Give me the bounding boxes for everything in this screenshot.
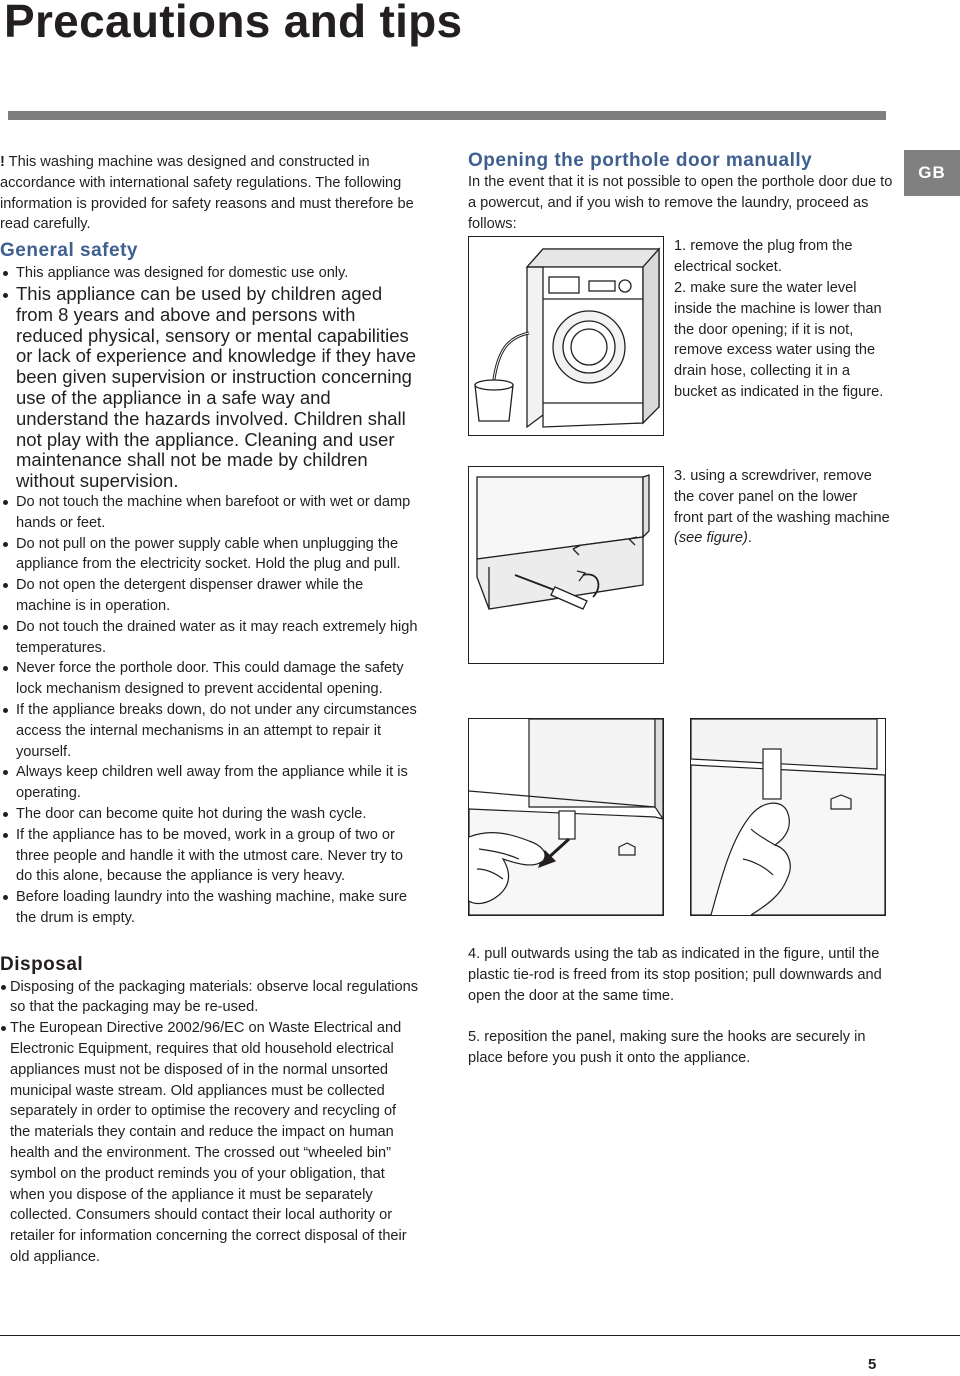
list-item: Disposing of the packaging materials: observe local regulations so that the packaging may be re-used. bbox=[0, 977, 420, 1019]
list-item: Never force the porthole door. This could damage the safety lock mechanism designed to prevent accidental opening. bbox=[0, 658, 420, 700]
page-number: 5 bbox=[868, 1356, 877, 1373]
warning-mark: ! bbox=[0, 154, 5, 170]
language-tab: GB bbox=[904, 150, 960, 196]
figure-drain-hose bbox=[468, 236, 664, 436]
intro-text: This washing machine was designed and constructed in accordance with international safety regulations. The following information is provided for safety reasons and must therefore be read carefully. bbox=[0, 154, 414, 233]
step-2: 2. make sure the water level inside the machine is lower than the door opening; if it is not, remove excess water using the drain hose, collecting it in a bucket as indicated in the figure. bbox=[674, 280, 884, 400]
intro-paragraph bbox=[0, 152, 420, 235]
list-item: Do not touch the drained water as it may reach extremely high temperatures. bbox=[0, 617, 420, 659]
disposal-heading: Disposal bbox=[0, 953, 84, 975]
step-3-text: 3. using a screwdriver, remove the cover panel on the lower front part of the washing machine bbox=[674, 468, 890, 526]
header-rule bbox=[8, 111, 886, 120]
hand-pull-tab-detail-illustration bbox=[691, 719, 885, 915]
disposal-list bbox=[0, 977, 420, 1268]
list-item: If the appliance breaks down, do not under any circumstances access the internal mechanisms in an attempt to repair it yourself. bbox=[0, 700, 420, 762]
page-title: Precautions and tips bbox=[4, 0, 463, 47]
list-item: If the appliance has to be moved, work in a group of two or three people and handle it with the utmost care. Never try to do this alone, because the appliance is very heavy. bbox=[0, 825, 420, 887]
figure-pull-tab-detail bbox=[690, 718, 886, 916]
left-column bbox=[0, 152, 420, 1268]
list-item: Do not touch the machine when barefoot or with wet or damp hands or feet. bbox=[0, 492, 420, 534]
list-item: Do not open the detergent dispenser drawer while the machine is in operation. bbox=[0, 575, 420, 617]
general-safety-heading: General safety bbox=[0, 240, 138, 262]
figure-pull-tab bbox=[468, 718, 664, 916]
hand-pull-tab-illustration bbox=[469, 719, 663, 915]
list-item: Always keep children well away from the appliance while it is operating. bbox=[0, 762, 420, 804]
step-5: 5. reposition the panel, making sure the hooks are securely in place before you push it onto the appliance. bbox=[468, 1029, 866, 1066]
list-item: This appliance was designed for domestic use only. bbox=[0, 263, 420, 284]
step-1: 1. remove the plug from the electrical socket. bbox=[674, 238, 853, 275]
general-safety-list bbox=[0, 263, 420, 929]
porthole-intro: In the event that it is not possible to open the porthole door due to a powercut, and if you wish to remove the laundry, proceed as follows: bbox=[468, 174, 893, 232]
washing-machine-drain-illustration bbox=[469, 237, 663, 435]
step-4: 4. pull outwards using the tab as indicated in the figure, until the plastic tie-rod is freed from its stop position; pull downwards and open the door at the same time. bbox=[468, 946, 882, 1004]
step-3-end: . bbox=[747, 530, 752, 547]
list-item: Do not pull on the power supply cable when unplugging the appliance from the electricity socket. Hold the plug and pull. bbox=[0, 534, 420, 576]
right-column bbox=[468, 150, 900, 234]
step-3 bbox=[674, 466, 890, 549]
list-item: This appliance can be used by children aged from 8 years and above and persons with reduced physical, sensory or mental capabilities or lack of experience and knowledge if they have been given supervision or instruction concerning use of the appliance in a safe way and understand the hazards involved. Children shall not play with the appliance. Cleaning and user maintenance shall not be made by children without supervision. bbox=[0, 284, 420, 492]
screwdriver-panel-illustration bbox=[469, 467, 663, 663]
footer-rule bbox=[0, 1335, 960, 1336]
list-item: The European Directive 2002/96/EC on Waste Electrical and Electronic Equipment, requires that old household electrical appliances must not be disposed of in the normal unsorted municipal waste stream. Old appliances must be collected separately in order to optimise the recovery and recycling of the materials they contain and reduce the impact on human health and the environment. The crossed out “wheeled bin” symbol on the product reminds you of your obligation, that when you dispose of the appliance it must be separately collected. Consumers should contact their local authority or retailer for information concerning the correct disposal of their old appliance. bbox=[0, 1018, 420, 1268]
figure-remove-panel bbox=[468, 466, 664, 664]
porthole-heading: Opening the porthole door manually bbox=[468, 150, 813, 171]
list-item: Before loading laundry into the washing machine, make sure the drum is empty. bbox=[0, 887, 420, 929]
list-item: The door can become quite hot during the wash cycle. bbox=[0, 804, 420, 825]
step-3-figure-ref: (see figure) bbox=[674, 530, 748, 547]
